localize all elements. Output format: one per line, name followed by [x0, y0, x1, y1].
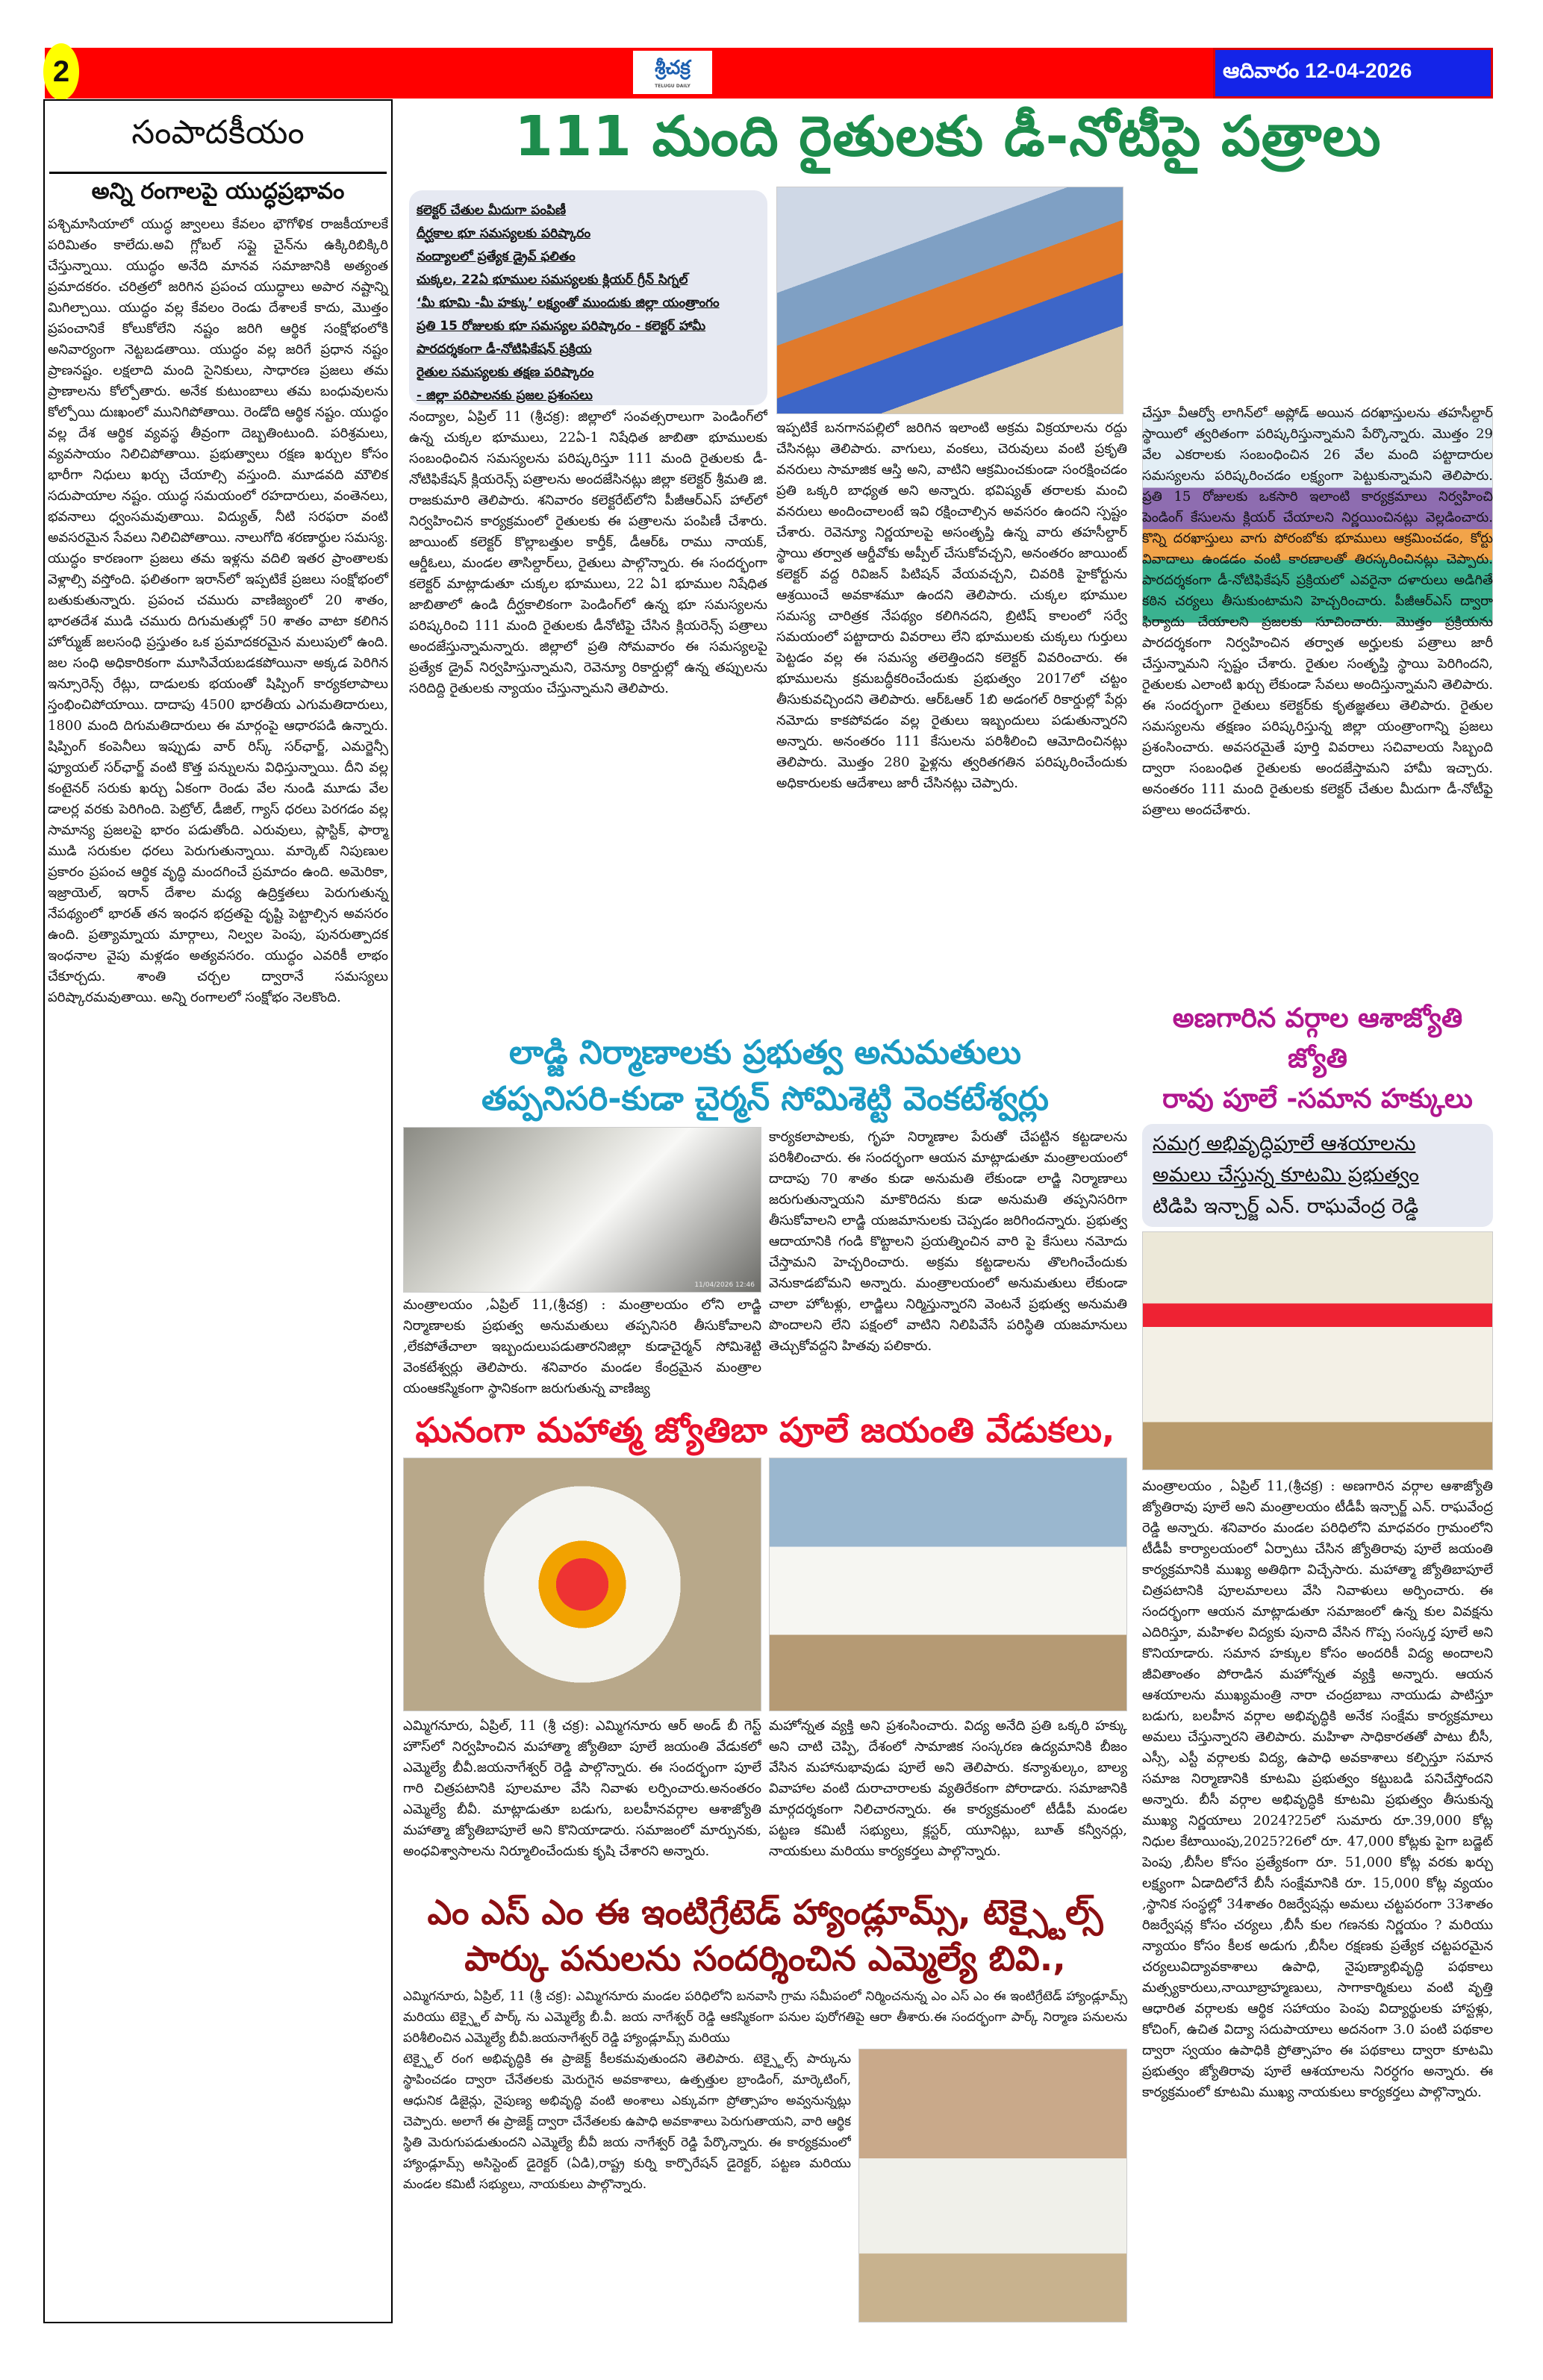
handloom-headline-line-2: పార్కు పనులను సందర్శించిన ఎమ్మెల్యే బివి., — [464, 1938, 1066, 1978]
phule-photos-row — [403, 1458, 1127, 1711]
guest-house-gathering-photo — [769, 1458, 1127, 1711]
kuda-chairman-photo — [403, 1127, 761, 1293]
highlight-item: ‘మీ భూమి -మీ హక్కు’ లక్ష్యంతో ముందుకు జిల్లా యంత్రాంగం — [417, 296, 720, 310]
lodge-story-row — [403, 1127, 1127, 1399]
highlight-item: రైతుల సమస్యలకు తక్షణ పరిష్కారం — [417, 365, 594, 380]
handloom-bottom-row — [403, 2049, 1127, 2323]
ashajyothi-subhead-box — [1142, 1124, 1493, 1227]
ashajyothi-headline-line-2: రావు పూలే -సమాన హక్కులు — [1162, 1084, 1473, 1114]
tdp-phule-jayanthi-photo — [1142, 1231, 1493, 1470]
editorial-column — [43, 99, 393, 2323]
lodge-headline-line-2: తప్పనిసరి-కుడా చైర్మన్ సోమిశెట్టి వెంకటేశ్వర్లు — [481, 1080, 1050, 1118]
textile-park-site-photo — [858, 2049, 1127, 2323]
phule-portrait-garlanding-photo — [403, 1458, 761, 1711]
photo-timestamp: 11/04/2026 12:46 — [694, 1281, 755, 1289]
subhead-line: సమగ్ర అభివృద్ధిపూలే ఆశయాలను — [1153, 1132, 1416, 1155]
masthead-band — [45, 48, 1213, 99]
lodge-headline[interactable] — [403, 1030, 1127, 1122]
lodge-story-column-2: కార్యకలాపాలకు, గృహ నిర్మాణాల పేరుతో చేపట్టిన కట్టడాలను పరిశీలించారు. ఈ సందర్భంగా ఆయన మాట్లాడుతూ మంత్రాలయంలో దాదాపు 70 శాతం కుడా అనుమతి లేకుండా లాడ్జి నిర్మాణాలు జరుగుతున్నాయని మాకొరిదను కుడా అనుమతి తప్పనిసరిగా తీసుకోవాలని లాడ్జి యజమానులకు చెప్పడం జరిగిందన్నారు. ప్రభుత్వ ఆదాయానికి గండి కొట్టాలని ప్రయత్నించిన వారి పై కేసులు నమోదు చేస్తామని హెచ్చరించారు. అక్రమ కట్టడాలను తొలగించేందుకు వెనుకాడబోమని అన్నారు. మంత్రాలయంలో అనుమతులు లేకుండా చాలా హోటళ్లు, లాడ్జిలు నిర్మిస్తున్నారని వెంటనే ప్రభుత్వ అనుమతి పొందాలని లేని పక్షంలో వాటిని నిలిపివేసే పరిస్థితి యజమానులు తెచ్చుకోవద్దని హితవు పలికారు. — [769, 1129, 1127, 1354]
phule-story-column-2: మహోన్నత వ్యక్తి అని ప్రశంసించారు. విద్య అనేది ప్రతి ఒక్కరి హక్కు అని చాటి చెప్పి, దేశంలో సామాజిక సంస్కరణ ఉద్యమానికి బీజం వేసిన మహానుభావుడు పూలే అని తెలిపారు. కన్యాశుల్కం, బాల్య వివాహాల వంటి దురాచారాలకు వ్యతిరేకంగా పోరాడారు. సమాజానికి మార్గదర్శకంగా నిలిచారన్నారు. ఈ కార్యక్రమంలో టీడీపీ మండల పట్టణ కమిటీ సభ్యులు, క్లస్టర్, యూనిట్లు, బూత్ కన్వీనర్లు, నాయకులు మరియు కార్యకర్తలు పాల్గొన్నారు. — [769, 1718, 1127, 1859]
highlight-item: పారదర్శకంగా డీ-నోటిఫికేషన్ ప్రక్రియ — [417, 342, 592, 357]
highlight-item: కలెక్టర్ చేతుల మీదుగా పంపిణీ — [417, 203, 567, 218]
highlight-item: దీర్ఘకాల భూ సమస్యలకు పరిష్కారం — [417, 226, 591, 241]
ashajyothi-headline-line-1: అణగారిన వర్గాల ఆశాజ్యోతి జ్యోతి — [1172, 1003, 1463, 1074]
subhead-line: టిడిపి ఇన్చార్జ్ ఎన్. రాఘవేంద్ర రెడ్డి — [1153, 1195, 1419, 1218]
handloom-headline-line-1: ఎం ఎస్ ఎం ఈ ఇంటిగ్రేటెడ్ హ్యాండ్లూమ్స్, టెక్స్టైల్స్ — [427, 1892, 1103, 1932]
phule-text-row — [403, 1716, 1127, 1884]
collector-distribution-photo — [776, 187, 1123, 414]
subhead-line: అమలు చేస్తున్న కూటమి ప్రభుత్వం — [1153, 1164, 1419, 1187]
highlight-item: ప్రతి 15 రోజులకు భూ సమస్యల పరిష్కారం - కలెక్టర్ హామీ — [417, 319, 706, 334]
highlight-item: చుక్కల, 22ఏ భూముల సమస్యలకు క్లియర్ గ్రీన్ సిగ్నల్ — [417, 272, 688, 287]
highlight-item: నంద్యాలలో ప్రత్యేక డ్రైవ్ ఫలితం — [417, 249, 576, 264]
phule-story-column-1: ఎమ్మిగనూరు, ఏప్రిల్, 11 (శ్రీ చక్ర): ఎమ్మిగనూరు ఆర్ అండ్ బీ గెస్ట్ హౌస్‌లో నిర్వహించిన మహాత్మా జ్యోతిబా పూలే జయంతి వేడుకలో ఎమ్మెల్యే బీవీ.జయనాగేశ్వర్ రెడ్డి పాల్గొన్నారు. ఈ సందర్భంగా పూలే గారి చిత్రపటానికి పూలమాల వేసి నివాళు లర్పించారు.అనంతరం ఎమ్మెల్యే బీవీ. మాట్లాడుతూ బడుగు, బలహీనవర్గాల ఆశాజ్యోతి మహాత్మా జ్యోతిబాపూలే అని కొనియాడారు. సమాజంలో మార్పునకు, అంధవిశ్వాసాలను నిర్మూలించేందుకు కృషి చేశారని అన్నారు. — [403, 1718, 761, 1859]
handloom-story-body: టెక్స్టైల్ రంగ అభివృద్ధికి ఈ ప్రాజెక్ట్ కీలకమవుతుందని తెలిపారు. టెక్స్టైల్స్ పార్కును స్థాపించడం ద్వారా చేనేతలకు మెరుగైన అవకాశాలు, ఉత్పత్తుల బ్రాండింగ్, మార్కెటింగ్, ఆధునిక డిజైన్లు, నైపుణ్య అభివృద్ధి వంటి అంశాలు ఎక్కువగా ప్రోత్సాహం అవ్వనున్నట్లు చెప్పారు. అలాగే ఈ ప్రాజెక్ట్ ద్వారా చేనేతలకు ఉపాధి అవకాశాలు పెరుగుతాయని, వారి ఆర్థిక స్థితి మెరుగుపడుతుందని ఎమ్మెల్యే బీవీ జయ నాగేశ్వర్ రెడ్డి పేర్కొన్నారు. ఈ కార్యక్రమంలో హ్యాండ్లూమ్స్ అసిస్టెంట్ డైరెక్టర్ (ఏడి),రాష్ట్ర కుర్ని కార్పొరేషన్ డైరెక్టర్, పట్టణ మరియు మండల కమిటీ సభ్యులు, నాయకులు పాల్గొన్నారు. — [403, 2052, 851, 2192]
phule-jayanthi-headline[interactable]: ఘనంగా మహాత్మ జ్యోతిబా పూలే జయంతి వేడుకలు, — [415, 1410, 1115, 1450]
ashajyothi-headline[interactable] — [1142, 999, 1493, 1119]
lead-story-column-2: ఇప్పటికే బనగానపల్లిలో జరిగిన ఇలాంటి అక్రమ విక్రయాలను రద్దు చేసినట్లు తెలిపారు. వాగులు, వంకలు, చెరువులు వంటి ప్రకృతి వనరులు సామాజిక ఆస్తి అని, వాటిని ఆక్రమించకుండా సంరక్షించడం ప్రతి ఒక్కరి బాధ్యత అని అన్నారు. భవిష్యత్ తరాలకు మంచి వనరులు అందించాలంటే ఇవి రక్షించాల్సిన అవసరం ఉందని స్పష్టం చేశారు. రెవెన్యూ నిర్ణయాలపై అసంతృప్తి ఉన్న వారు తహసీల్దార్ స్థాయి తర్వాత ఆర్డీవోకు అప్పీల్ చేసుకోవచ్చని, అనంతరం జాయింట్ కలెక్టర్ వద్ద రివిజన్ పిటిషన్ వేయవచ్చని, చివరికి హైకోర్టును ఆశ్రయించే అవకాశమూ ఉందని తెలిపారు. చుక్కల భూముల సమస్య చారిత్రక నేపథ్యం కలిగినదని, బ్రిటిష్ కాలంలో సర్వే సమయంలో పట్టాదారు వివరాలు లేని భూములకు చుక్కలు గుర్తులు పెట్టడం వల్ల ఈ సమస్య తలెత్తిందని కలెక్టర్ వివరించారు. ఈ భూములను క్రమబద్ధీకరించేందుకు ప్రభుత్వం 2017లో చట్టం తీసుకువచ్చిందని తెలిపారు. ఆర్ఓఆర్ 1బి అడంగల్ రికార్డుల్లో పేర్లు నమోదు కాకపోవడం వల్ల రైతులు ఇబ్బందులు పడుతున్నారని అన్నారు. అనంతరం 111 కేసులను పరిశీలించి ఆమోదించినట్లు తెలిపారు. మొత్తం 280 ఫైళ్లను త్వరితగతిన పరిష్కరించేందుకు అధికారులకు ఆదేశాలు జారీ చేసినట్లు చెప్పారు. — [776, 420, 1127, 791]
lead-highlights-box — [409, 190, 767, 405]
editorial-section-title: సంపాదకీయం — [49, 101, 387, 174]
lead-story-column-3: చేస్తూ వీఆర్వో లాగిన్‌లో అప్లోడ్ అయిన దరఖాస్తులను తహసీల్దార్ స్థాయిలో త్వరితంగా పరిష్కరిస్తున్నామని పేర్కొన్నారు. మొత్తం 29 వేల ఎకరాలకు సంబంధించిన 26 వేల మంది పట్టాదారుల సమస్యలను పరిష్కరించడం లక్ష్యంగా పెట్టుకున్నామని తెలిపారు. ప్రతి 15 రోజులకు ఒకసారి ఇలాంటి కార్యక్రమాలు నిర్వహించి పెండింగ్ కేసులను క్లియర్ చేయాలని నిర్ణయించినట్లు వెల్లడించారు. కొన్ని దరఖాస్తులు వాగు పోరంబోకు భూములు ఆక్రమించడం, కోర్టు వివాదాలు ఉండడం వంటి కారణాలతో తిరస్కరించినట్లు చెప్పారు. పారదర్శకంగా డీ-నోటిఫికేషన్ ప్రక్రియలో ఎవరైనా దళారులు అడిగితే కఠిన చర్యలు తీసుకుంటామని హెచ్చరించారు. పీజీఆర్ఎస్ ద్వారా ఫిర్యాదు చేయాలని ప్రజలకు సూచించారు. మొత్తం ప్రక్రియను పారదర్శకంగా నిర్వహించిన తర్వాత అర్హులకు పత్రాలు జారీ చేస్తున్నామని స్పష్టం చేశారు. రైతుల సంతృప్తి స్థాయి పెరిగిందని, రైతులకు ఎలాంటి ఖర్చు లేకుండా సేవలు అందిస్తున్నామని తెలిపారు. ఈ సందర్భంగా రైతులు కలెక్టర్‌కు కృతజ్ఞతలు తెలిపారు. రైతుల సమస్యలను తక్షణం పరిష్కరిస్తున్న జిల్లా యంత్రాంగాన్ని ప్రజలు ప్రశంసించారు. అవసరమైతే పూర్తి వివరాలు సచివాలయ సిబ్బంది ద్వారా సంబంధిత రైతులకు అందజేస్తామని హామీ ఇచ్చారు. అనంతరం 111 మంది రైతులకు కలెక్టర్ చేతుల మీదుగా డీ-నోటీఫై పత్రాలు అందచేశారు. — [1142, 405, 1493, 818]
handloom-story-intro: ఎమ్మిగనూరు, ఏప్రిల్, 11 (శ్రీ చక్ర): ఎమ్మిగనూరు మండల పరిధిలోని బనవాసి గ్రామ సమీపంలో నిర్మించనున్న ఎం ఎస్ ఎం ఈ ఇంటిగ్రేటెడ్ హ్యాండ్లూమ్స్ మరియు టెక్స్టైల్ పార్క్ ను ఎమ్మెల్యే బీ.వీ. జయ నాగేశ్వర్ రెడ్డి ఆకస్మికంగా పనుల పురోగతిపై ఆరా తీశారు.ఈ సందర్భంగా పార్క్ నిర్మాణ పనులను పరిశీలించిన ఎమ్మెల్యే బీవీ.జయనాగేశ్వర్ రెడ్డి హ్యాండ్లూమ్స్ మరియు — [403, 1989, 1127, 2046]
ashajyothi-story-body: మంత్రాలయం , ఏప్రిల్ 11,(శ్రీచక్ర) : అణగారిన వర్గాల ఆశాజ్యోతి జ్యోతిరావు పూలే అని మంత్రాలయం టీడీపీ ఇన్చార్జ్ ఎన్. రాఘవేంద్ర రెడ్డి అన్నారు. శనివారం మండల పరిధిలోని మాధవరం గ్రామంలోని టీడీపీ కార్యాలయంలో ఏర్పాటు చేసిన జ్యోతిరావు పూలే జయంతి కార్యక్రమానికి ముఖ్య అతిథిగా విచ్చేసారు. మహాత్మా జ్యోతిబాపూలే చిత్రపటానికి పూలమాలలు వేసి నివాళులు అర్పించారు. ఈ సందర్భంగా ఆయన మాట్లాడుతూ సమాజంలో ఉన్న కుల వివక్షను ఎదిరిస్తూ, మహిళల విద్యకు పునాది వేసిన గొప్ప సంస్కర్త పూలే అని కొనియాడారు. సమాన హక్కుల కోసం అందరికీ విద్య అందాలని జీవితాంతం పోరాడిన మహోన్నత వ్యక్తి అన్నారు. ఆయన ఆశయాలను ముఖ్యమంత్రి నారా చంద్రబాబు నాయుడు పాటిస్తూ బడుగు, బలహీన వర్గాల అభివృద్ధికి అనేక సంక్షేమ కార్యక్రమాలు అమలు చేస్తున్నారని తెలిపారు. మహిళా సాధికారతతో పాటు బీసీ, ఎస్సీ, ఎస్టీ వర్గాలకు విద్య, ఉపాధి అవకాశాలు కల్పిస్తూ సమాన సమాజ నిర్మాణానికి కూటమి ప్రభుత్వం కట్టుబడి పనిచేస్తోందని అన్నారు. బీసీ వర్గాల అభివృద్ధికి కూటమి ప్రభుత్వం తీసుకున్న ముఖ్య నిర్ణయాలు 2024?25లో సుమారు రూ.39,000 కోట్ల నిధుల కేటాయింపు,2025?26లో రూ. 47,000 కోట్లకు పైగా బడ్జెట్ పెంపు ,బీసీల కోసం ప్రత్యేకంగా రూ. 51,000 కోట్ల వరకు ఖర్చు లక్ష్యంగా ఏడాదిలోనే బీసీ సంక్షేమానికి రూ. 15,000 కోట్ల వ్యయం ,స్థానిక సంస్థల్లో 34శాతం రిజర్వేషన్లు అమలు చట్టపరంగా 33శాతం రిజర్వేషన్ల కోసం చర్యలు ,బీసీ కుల గణనకు నిర్ణయం ? మరియు న్యాయం కోసం కీలక అడుగు ,బీసీల రక్షణకు ప్రత్యేక చట్టపరమైన చర్యలువిద్యావకాశాలు ఉపాధి, నైపుణ్యాభివృద్ధి పథకాలు మత్స్యకారులు,నాయీబ్రాహ్మణులు, సాగాకార్మికులు వంటి వృత్తి ఆధారిత వర్గాలకు ఆర్థిక సహాయం పెంపు విద్యార్థులకు హాస్టళ్లు, కోచింగ్, ఉచిత విద్యా సదుపాయాలు అదనంగా 3.0 పంటి పథకాల ద్వారా స్వయం ఉపాధికి ప్రోత్సాహం ఈ పథకాలు ద్వారా కూటమి ప్రభుత్వం జ్యోతిరావు పూలే ఆశయాలను నిరర్ధగం అన్నారు. ఈ కార్యక్రమంలో కూటమి ముఖ్య నాయకులు కార్యకర్తలు పాల్గొన్నారు. — [1142, 1478, 1493, 2100]
highlight-item: - జిల్లా పరిపాలనకు ప్రజల ప్రశంసలు — [417, 388, 593, 403]
editorial-headline[interactable]: అన్ని రంగాలపై యుద్ధప్రభావం — [91, 178, 345, 204]
lead-headline[interactable]: 111 మంది రైతులకు డీ-నోటీపై పత్రాలు — [514, 104, 1382, 169]
lodge-story-column-1: మంత్రాలయం ,ఏప్రిల్ 11,(శ్రీచక్ర) : మంత్రాలయం లోని లాడ్జి నిర్మాణాలకు ప్రభుత్వ అనుమతులు తప్పనిసరి తీసుకోవాలని ,లేకపోతేచాలా ఇబ్బందులుపడుతారనిజిల్లా కుడాచైర్మన్ సోమిశెట్టి వెంకటేశ్వర్లు తెలిపారు. శనివారం మండల కేంద్రమైన మంత్రాల యంఆకస్మికంగా స్థానికంగా జరుగుతున్న వాణిజ్య — [403, 1297, 761, 1396]
logo-text: శ్రీచక్ర — [655, 56, 691, 79]
issue-date: ఆదివారం 12-04-2026 — [1213, 48, 1493, 99]
editorial-body: పశ్చిమాసియాలో యుద్ధ జ్వాలలు కేవలం భౌగోళిక రాజకీయాలకే పరిమితం కాలేదు.అవి గ్లోబల్ సప్లై చైన్‌ను ఉక్కిరిబిక్కిరి చేస్తున్నాయి. యుద్ధం అనేది మానవ సమాజానికి అత్యంత ప్రమాదకరం. చరిత్రలో జరిగిన ప్రపంచ యుద్ధాలు అపార నష్టాన్ని మిగిల్చాయి. యుద్ధం వల్ల కేవలం రెండు దేశాలకే కాదు, మొత్తం ప్రపంచానికే కోలుకోలేని నష్టం జరిగి ఆర్థిక సంక్షోభంలోకి అనివార్యంగా నెట్టబడతాయి. యుద్ధం వల్ల జరిగే ప్రధాన నష్టం ప్రాణనష్టం. లక్షలాది మంది సైనికులు, సాధారణ ప్రజలు తమ ప్రాణాలను కోల్పోతారు. అనేక కుటుంబాలు తమ బంధువులను కోల్పోయి దుఃఖంలో మునిగిపోతాయి. రెండోది ఆర్థిక నష్టం. యుద్ధం వల్ల దేశ ఆర్థిక వ్యవస్థ తీవ్రంగా దెబ్బతింటుంది. పరిశ్రమలు, వ్యవసాయం నిలిచిపోతాయి. ప్రభుత్వాలు రక్షణ ఖర్చుల కోసం భారీగా నిధులు ఖర్చు చేయాల్సి వస్తుంది. మూడవది మౌలిక సదుపాయాల నష్టం. యుద్ధ సమయంలో రహదారులు, వంతెనలు, భవనాలు ధ్వంసమవుతాయి. విద్యుత్, నీటి సరఫరా వంటి అవసరమైన సేవలు నిలిచిపోతాయి. నాలుగోది శరణార్థుల సమస్య. యుద్ధం కారణంగా ప్రజలు తమ ఇళ్లను వదిలి ఇతర ప్రాంతాలకు వెళ్లాల్సి వస్తోంది. ఫలితంగా ఇరాన్‌లో ఇప్పటికే ప్రజలు సంక్షోభంలో బతుకుతున్నారు. ప్రపంచ చమురు వాణిజ్యంలో 20 శాతం, భారతదేశ ముడి చమురు దిగుమతుల్లో 50 శాతం వాటా కలిగిన హోర్ముజ్ జలసంధి ప్రస్తుతం ఒక ప్రమాదకరమైన మలుపులో ఉంది. జల సంధి అధికారికంగా మూసివేయబడకపోయినా అక్కడ పెరిగిన ఇన్సూరెన్స్ రేట్లు, దాడులకు భయంతో షిప్పింగ్ కార్యకలాపాలు స్తంభించిపోయాయి. దాదాపు 4500 భారతీయ ఎగుమతిదారులు, 1800 మంది దిగుమతిదారులు ఈ మార్గంపై ఆధారపడి ఉన్నారు. షిప్పింగ్ కంపెనీలు ఇప్పుడు వార్ రిస్క్ సర్‌ఛార్జ్, ఎమర్జెన్సీ ఫ్యూయల్ సర్‌ఛార్జ్ వంటి కొత్త పన్నులను విధిస్తున్నాయి. దీని వల్ల కంటైనర్ సరుకు ఖర్చు ఏకంగా రెండు వేల నుండి మూడు వేల డాలర్ల వరకు పెరిగింది. పెట్రోల్, డీజిల్, గ్యాస్ ధరలు పెరగడం వల్ల సామాన్య ప్రజలపై భారం పడుతోంది. ఎరువులు, ప్లాస్టిక్, ఫార్మా ముడి సరుకుల ధరలు పెరుగుతున్నాయి. మార్కెట్ నిపుణుల ప్రకారం ప్రపంచ ఆర్థిక వృద్ధి మందగించే ప్రమాదం ఉంది. అమెరికా, ఇజ్రాయెల్, ఇరాన్ దేశాల మధ్య ఉద్రిక్తతలు పెరుగుతున్న నేపథ్యంలో భారత్ తన ఇంధన భద్రతపై దృష్టి పెట్టాల్సిన అవసరం ఉంది. ప్రత్యామ్నాయ మార్గాలు, నిల్వల పెంపు, పునరుత్పాదక ఇంధనాల వైపు మళ్లడం అత్యవసరం. యుద్ధం ఎవరికీ లాభం చేకూర్చదు. శాంతి చర్చల ద్వారానే సమస్యలు పరిష్కారమవుతాయి. అన్ని రంగాలలో సంక్షోభం నెలకొంది. — [48, 216, 388, 1005]
lead-story-column-1: నంద్యాల, ఏప్రిల్ 11 (శ్రీచక్ర): జిల్లాలో సంవత్సరాలుగా పెండింగ్‌లో ఉన్న చుక్కల భూములు, 22ఏ-1 నిషేధిత జాబితా భూములకు సంబంధించిన సమస్యలను పరిష్కరిస్తూ 111 మంది రైతులకు డీ-నోటిఫికేషన్ క్లియరెన్స్ పత్రాలను అందజేసినట్లు జిల్లా కలెక్టర్ శ్రీమతి జి. రాజకుమారి తెలిపారు. శనివారం కలెక్టరేట్‌లోని పీజీఆర్ఎస్ హాల్‌లో నిర్వహించిన కార్యక్రమంలో రైతులకు ఈ పత్రాలను పంపిణీ చేశారు. జాయింట్ కలెక్టర్ కొల్లాబత్తుల కార్తీక్, డీఆర్ఓ రాము నాయక్, ఆర్డీఓలు, మండల తాసిల్దార్‌లు, రైతులు పాల్గొన్నారు. ఈ సందర్భంగా కలెక్టర్ మాట్లాడుతూ చుక్కల భూములు, 22 ఏ1 భూముల నిషేధిత జాబితాలో ఉండి దీర్ఘకాలికంగా పెండింగ్‌లో ఉన్న భూ సమస్యలను పరిష్కరించి 111 మంది రైతులకు డీనోటిఫై చేసిన క్లియరెన్స్ పత్రాలు అందజేస్తున్నామన్నారు. జిల్లాలో ప్రతి సోమవారం ఈ సమస్యలపై ప్రత్యేక డ్రైవ్ నిర్వహిస్తున్నామని, రెవెన్యూ రికార్డుల్లో ఉన్న తప్పులను సరిదిద్ది రైతులకు న్యాయం చేస్తున్నామని తెలిపారు. — [409, 409, 767, 696]
middle-stories — [403, 1030, 1127, 2323]
lodge-headline-line-1: లాడ్జి నిర్మాణాలకు ప్రభుత్వ అనుమతులు — [509, 1034, 1021, 1072]
newspaper-logo[interactable] — [633, 51, 712, 94]
page-number-badge: 2 — [43, 43, 79, 100]
handloom-headline[interactable] — [403, 1889, 1127, 1981]
ashajyothi-story — [1142, 999, 1493, 2323]
logo-subtext: TELUGU DAILY — [655, 83, 691, 89]
